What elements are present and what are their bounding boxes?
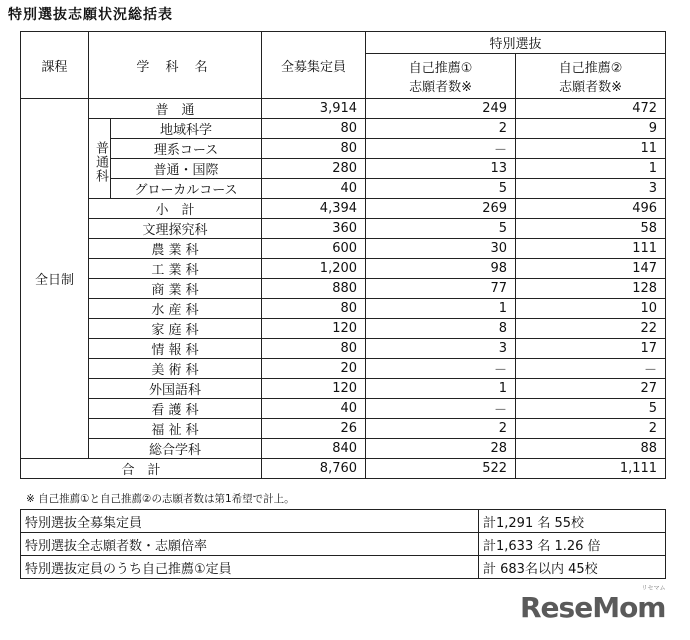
- self2-cell: 3: [516, 179, 666, 199]
- quota-cell: 840: [262, 439, 366, 459]
- dept-name: 普通・国際: [111, 159, 262, 179]
- self1-cell: 3: [366, 339, 516, 359]
- dept-name: 農 業 科: [89, 239, 262, 259]
- dept-name: 看 護 科: [89, 399, 262, 419]
- self2-cell: 5: [516, 399, 666, 419]
- summary-value: 計 683名以内 45校: [479, 556, 666, 579]
- quota-cell: 120: [262, 379, 366, 399]
- dept-name: 総合学科: [89, 439, 262, 459]
- summary-row: [21, 510, 666, 533]
- subtotal-row: [21, 199, 666, 219]
- self1-cell: 13: [366, 159, 516, 179]
- self2-cell: 17: [516, 339, 666, 359]
- quota-cell: 3,914: [262, 99, 366, 119]
- footnote: ※ 自己推薦①と自己推薦②の志願者数は第1希望で計上。: [26, 493, 295, 505]
- header-special: 特別選抜: [366, 32, 666, 54]
- summary-label: 特別選抜全募集定員: [21, 510, 479, 533]
- header-self2-sub: 志願者数※: [559, 80, 622, 95]
- summary-table: [20, 509, 666, 579]
- self1-cell: 249: [366, 99, 516, 119]
- table-row: [21, 359, 666, 379]
- quota-cell: 880: [262, 279, 366, 299]
- self2-cell: 22: [516, 319, 666, 339]
- self2-cell: 147: [516, 259, 666, 279]
- table-row: [21, 99, 666, 119]
- self1-cell: 98: [366, 259, 516, 279]
- table-row: [21, 219, 666, 239]
- table-row: [21, 399, 666, 419]
- dept-name: 地域科学: [111, 119, 262, 139]
- dept-name: 合 計: [21, 459, 262, 479]
- self1-cell: 5: [366, 219, 516, 239]
- header-self1-label: 自己推薦①: [408, 61, 473, 76]
- self2-cell: －: [516, 359, 666, 379]
- self2-cell: 58: [516, 219, 666, 239]
- summary-row: [21, 556, 666, 579]
- dept-name: 情 報 科: [89, 339, 262, 359]
- self1-cell: 1: [366, 299, 516, 319]
- self2-cell: 128: [516, 279, 666, 299]
- dept-name: 福 祉 科: [89, 419, 262, 439]
- dept-name: 商 業 科: [89, 279, 262, 299]
- self1-cell: 2: [366, 419, 516, 439]
- quota-cell: 20: [262, 359, 366, 379]
- self2-cell: 9: [516, 119, 666, 139]
- header-department: 学 科 名: [89, 32, 262, 99]
- self1-cell: 2: [366, 119, 516, 139]
- dept-name: 工 業 科: [89, 259, 262, 279]
- dept-name: 普 通: [89, 99, 262, 119]
- summary-label: 特別選抜定員のうち自己推薦①定員: [21, 556, 479, 579]
- table-row: [21, 179, 666, 199]
- quota-cell: 120: [262, 319, 366, 339]
- summary-value: 計1,633 名 1.26 倍: [479, 533, 666, 556]
- summary-row: [21, 533, 666, 556]
- dept-name: 文理探究科: [89, 219, 262, 239]
- summary-label: 特別選抜全志願者数・志願倍率: [21, 533, 479, 556]
- table-row: [21, 159, 666, 179]
- table-row: [21, 139, 666, 159]
- dept-name: 水 産 科: [89, 299, 262, 319]
- quota-cell: 8,760: [262, 459, 366, 479]
- self2-cell: 472: [516, 99, 666, 119]
- total-row: [21, 459, 666, 479]
- header-self2: [516, 54, 666, 99]
- table-row: [21, 119, 666, 139]
- table-row: [21, 379, 666, 399]
- quota-cell: 80: [262, 139, 366, 159]
- self1-cell: 77: [366, 279, 516, 299]
- quota-cell: 40: [262, 179, 366, 199]
- self2-cell: 10: [516, 299, 666, 319]
- self1-cell: 1: [366, 379, 516, 399]
- dept-name: グローカルコース: [111, 179, 262, 199]
- quota-cell: 26: [262, 419, 366, 439]
- header-self2-label: 自己推薦②: [558, 61, 623, 76]
- self2-cell: 27: [516, 379, 666, 399]
- header-course: 課程: [21, 32, 89, 99]
- table-row: [21, 419, 666, 439]
- dept-name: 外国語科: [89, 379, 262, 399]
- summary-value: 計1,291 名 55校: [479, 510, 666, 533]
- general-group-label: 普通科: [89, 119, 111, 199]
- logo-tag: リセマム: [641, 585, 666, 592]
- table-row: [21, 239, 666, 259]
- self2-cell: 11: [516, 139, 666, 159]
- self2-cell: 111: [516, 239, 666, 259]
- dept-name: 理系コース: [111, 139, 262, 159]
- course-cell: 全日制: [21, 99, 89, 459]
- table-row: [21, 439, 666, 459]
- self1-cell: 5: [366, 179, 516, 199]
- table-row: [21, 259, 666, 279]
- self2-cell: 2: [516, 419, 666, 439]
- self1-cell: －: [366, 399, 516, 419]
- self2-cell: 1: [516, 159, 666, 179]
- self2-cell: 88: [516, 439, 666, 459]
- quota-cell: 600: [262, 239, 366, 259]
- quota-cell: 360: [262, 219, 366, 239]
- table-row: [21, 319, 666, 339]
- header-self1-sub: 志願者数※: [409, 80, 472, 95]
- self2-cell: 1,111: [516, 459, 666, 479]
- quota-cell: 80: [262, 339, 366, 359]
- self2-cell: 496: [516, 199, 666, 219]
- header-self1: [366, 54, 516, 99]
- quota-cell: 1,200: [262, 259, 366, 279]
- self1-cell: 269: [366, 199, 516, 219]
- header-quota: 全募集定員: [262, 32, 366, 99]
- self1-cell: 30: [366, 239, 516, 259]
- dept-name: 小 計: [89, 199, 262, 219]
- dept-name: 家 庭 科: [89, 319, 262, 339]
- quota-cell: 4,394: [262, 199, 366, 219]
- table-row: [21, 299, 666, 319]
- quota-cell: 80: [262, 299, 366, 319]
- self1-cell: －: [366, 359, 516, 379]
- self1-cell: 522: [366, 459, 516, 479]
- quota-cell: 40: [262, 399, 366, 419]
- dept-name: 美 術 科: [89, 359, 262, 379]
- logo-text: ReseMom: [520, 591, 666, 624]
- self1-cell: －: [366, 139, 516, 159]
- quota-cell: 80: [262, 119, 366, 139]
- self1-cell: 8: [366, 319, 516, 339]
- page-title: 特別選抜志願状況総括表: [8, 7, 173, 23]
- table-row: [21, 339, 666, 359]
- table-row: [21, 279, 666, 299]
- applications-table: [20, 31, 666, 479]
- resemom-logo: [520, 585, 666, 624]
- quota-cell: 280: [262, 159, 366, 179]
- self1-cell: 28: [366, 439, 516, 459]
